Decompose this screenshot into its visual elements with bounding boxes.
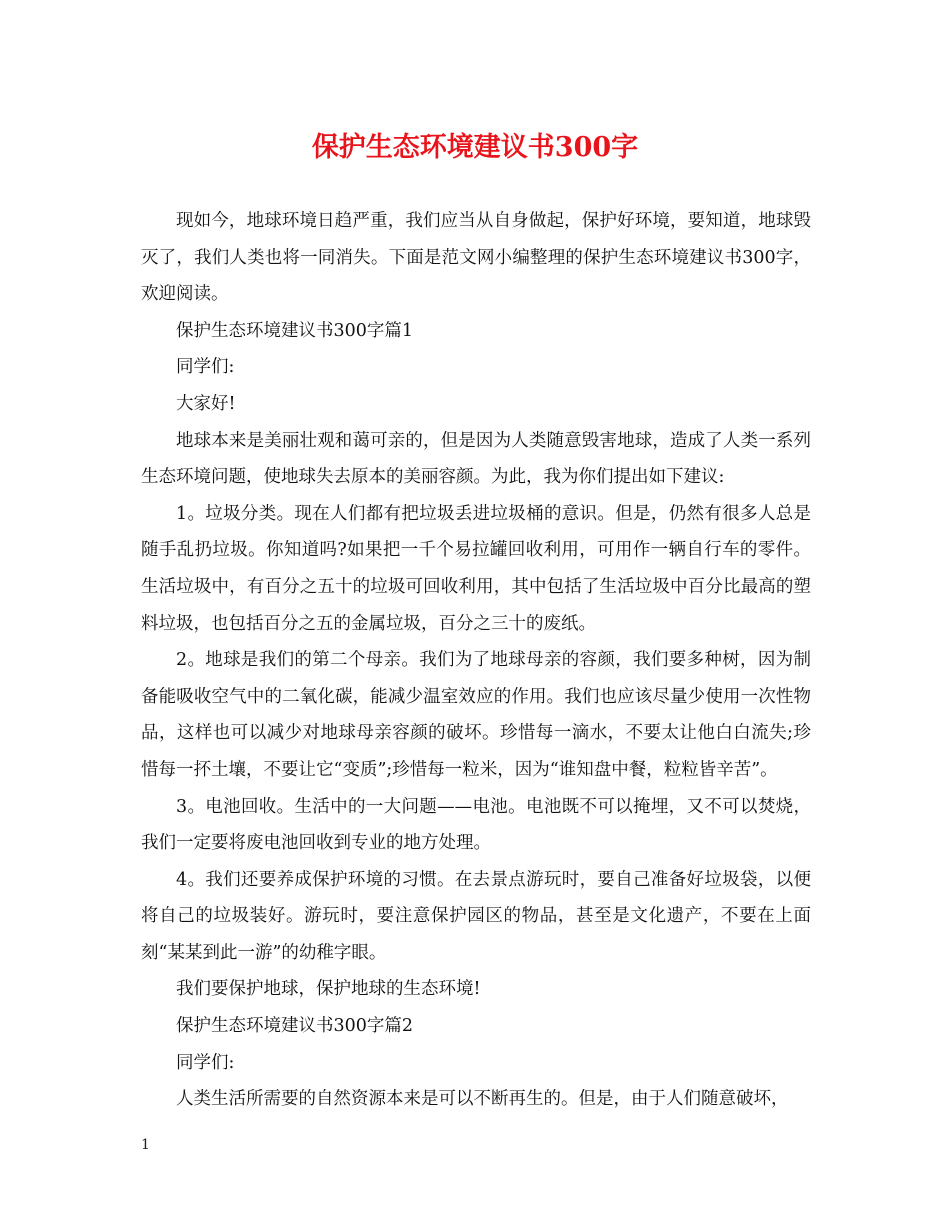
section-heading-1: 保护生态环境建议书300字篇1	[176, 320, 414, 341]
page-number: 1	[141, 1137, 150, 1153]
suggestion-3-paragraph: 3。电池回收。生活中的一大问题——电池。电池既不可以掩埋，又不可以焚烧，我们一定要将废电池回收到专业的地方处理。	[141, 796, 811, 854]
suggestion-4-paragraph: 4。我们还要养成保护环境的习惯。在去景点游玩时，要自己准备好垃圾袋，以便将自己的垃圾装好。游玩时，要注意保护园区的物品，甚至是文化遗产，不要在上面刻“某某到此一游”的幼稚字眼。	[141, 869, 811, 963]
salutation-paragraph: 同学们:	[176, 357, 235, 378]
body-paragraph: 人类生活所需要的自然资源本来是可以不断再生的。但是，由于人们随意破坏，	[176, 1089, 789, 1110]
document-title: 保护生态环境建议书300字	[311, 132, 639, 163]
salutation-paragraph: 同学们:	[176, 1052, 235, 1073]
suggestion-2-paragraph: 2。地球是我们的第二个母亲。我们为了地球母亲的容颜，我们要多种树，因为制备能吸收空气中的二氧化碳，能减少温室效应的作用。我们也应该尽量少使用一次性物品，这样也可以减少对地球母亲容颜的破坏。珍惜每一滴水，不要太让他白白流失;珍惜每一抔土壤，不要让它“变质”;珍惜每一粒米，因为“谁知盘中餐，粒粒皆辛苦”。	[141, 650, 811, 780]
document-body	[141, 203, 811, 1118]
intro-paragraph: 现如今，地球环境日趋严重，我们应当从自身做起，保护好环境，要知道，地球毁灭了，我们人类也将一同消失。下面是范文网小编整理的保护生态环境建议书300字，欢迎阅读。	[141, 211, 811, 305]
greeting-paragraph: 大家好!	[176, 393, 236, 414]
closing-paragraph: 我们要保护地球，保护地球的生态环境!	[176, 979, 481, 1000]
suggestion-1-paragraph: 1。垃圾分类。现在人们都有把垃圾丢进垃圾桶的意识。但是，仍然有很多人总是随手乱扔垃圾。你知道吗?如果把一千个易拉罐回收利用，可用作一辆自行车的零件。生活垃圾中，有百分之五十的垃圾可回收利用，其中包括了生活垃圾中百分比最高的塑料垃圾，也包括百分之五的金属垃圾，百分之三十的废纸。	[141, 503, 811, 634]
section-heading-2: 保护生态环境建议书300字篇2	[176, 1016, 414, 1037]
body-paragraph: 地球本来是美丽壮观和蔼可亲的，但是因为人类随意毁害地球，造成了人类一系列生态环境问题，使地球失去原本的美丽容颜。为此，我为你们提出如下建议:	[141, 430, 811, 488]
